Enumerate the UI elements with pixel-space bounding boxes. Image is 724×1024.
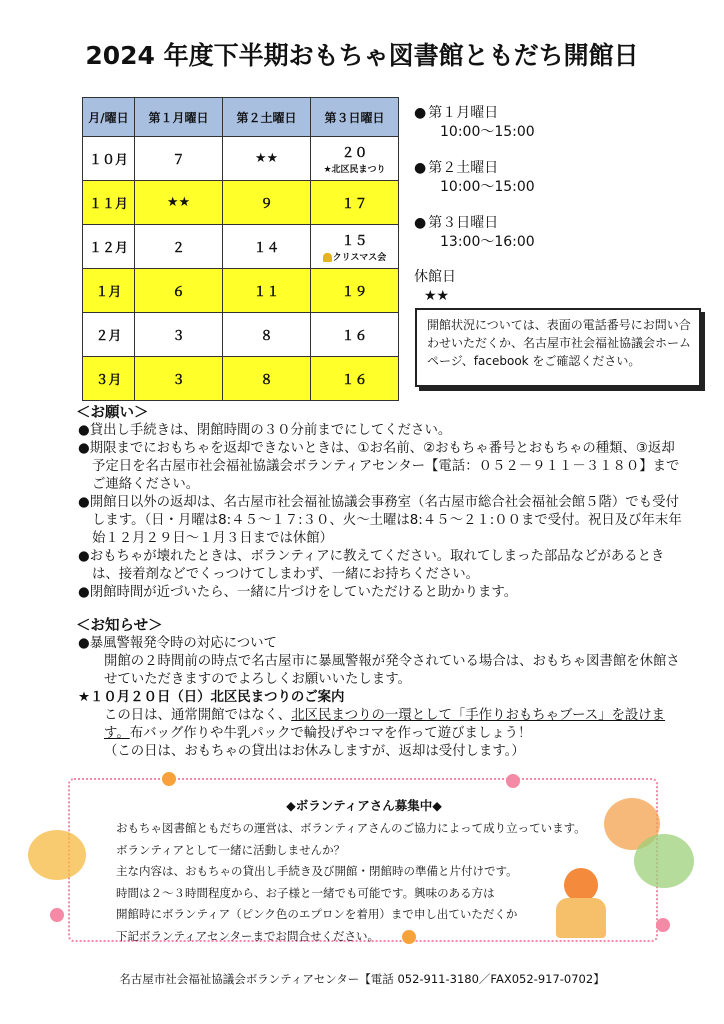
- row-month: ２月: [83, 313, 135, 357]
- volunteer-line: 時間は２～３時間程度から、お子様と一緒でも可能です。興味のある方は: [116, 885, 495, 900]
- hours-time: 13:00～16:00: [440, 234, 535, 250]
- header-first-monday: 第１月曜日: [135, 98, 223, 137]
- request-item: ● 期限までにおもちゃを返却できないときは、①お名前、②おもちゃ番号とおもちゃの種類、③返却予定日を名古屋市社会福祉協議会ボランティアセンター【電話：０５２－９１１－３１８０】までご連絡ください。: [78, 440, 686, 494]
- row-c3-date: ２０: [341, 146, 368, 161]
- storm-title: ● 暴風警報発令時の対応について: [78, 635, 686, 653]
- closed-stars: ★★: [424, 288, 450, 304]
- schedule-row-oct: [83, 137, 399, 181]
- flower-icon: [162, 772, 176, 786]
- notices-heading: ＜お知らせ＞: [76, 618, 163, 634]
- bell-icon: [323, 253, 332, 262]
- volunteer-text: [116, 818, 616, 947]
- closed-day: [414, 268, 456, 306]
- closed-label: 休館日: [414, 269, 456, 285]
- row-c2: １１: [223, 269, 311, 313]
- hours-item: [414, 214, 714, 252]
- row-c2: ９: [223, 181, 311, 225]
- storm-body: 開館の２時間前の時点で名古屋市に暴風警報が発令されている場合は、おもちゃ図書館を休館させていただきますのでよろしくお願いいたします。: [104, 654, 680, 687]
- header-third-sunday: 第３日曜日: [311, 98, 399, 137]
- volunteer-line: おもちゃ図書館ともだちの運営は、ボランティアさんのご協力によって成り立っています。: [116, 821, 586, 835]
- row-c1: ７: [135, 137, 223, 181]
- row-c3: １７: [311, 181, 399, 225]
- row-month: １１月: [83, 181, 135, 225]
- balloon-icon: [28, 830, 86, 880]
- event-note: （この日は、おもちゃの貸出はお休みしますが、返却は受付します。）: [104, 744, 525, 759]
- volunteer-section: [44, 768, 684, 948]
- flower-icon: [50, 908, 64, 922]
- hours-label: ● 第２土曜日: [414, 159, 714, 178]
- schedule-row-mar: [83, 357, 399, 401]
- row-c2: ★★: [223, 137, 311, 181]
- hours-label: ● 第３日曜日: [414, 214, 714, 233]
- row-c2: ８: [223, 313, 311, 357]
- row-c3: [311, 137, 399, 181]
- row-c1: ★★: [135, 181, 223, 225]
- hours-time: 10:00～15:00: [440, 179, 535, 195]
- row-month: １２月: [83, 225, 135, 269]
- request-item: ● 閉館時間が近づいたら、一緒に片づけをしていただけると助かります。: [78, 584, 686, 602]
- schedule-row-dec: [83, 225, 399, 269]
- hours-item: [414, 104, 714, 142]
- volunteer-line: 下記ボランティアセンターまでお問合せください。: [116, 928, 380, 943]
- hours-label: ● 第１月曜日: [414, 104, 714, 123]
- info-box: 開館状況については、表面の電話番号にお問い合わせいただくか、名古屋市社会福祉協議会ホームページ、facebook をご確認ください。: [415, 308, 701, 387]
- hours-item: [414, 159, 714, 197]
- volunteer-line: 開館時にボランティア（ピンク色のエプロンを着用）まで申し出ていただくか: [116, 907, 518, 921]
- header-month: 月/曜日: [83, 98, 135, 137]
- hours-time: 10:00～15:00: [440, 124, 535, 140]
- flower-icon: [506, 774, 520, 788]
- flower-icon: [656, 918, 670, 932]
- schedule-row-nov: [83, 181, 399, 225]
- row-c1: ３: [135, 313, 223, 357]
- volunteer-line: ボランティアとして一緒に活動しませんか？: [116, 842, 346, 857]
- row-c1: ２: [135, 225, 223, 269]
- kitaku-festival-note: ★北区民まつり: [323, 165, 386, 175]
- schedule-row-feb: [83, 313, 399, 357]
- event-booth-text: 北区民まつりの一環として「手作りおもちゃブース」を設けます。: [104, 708, 666, 741]
- request-item: ● 開館日以外の返却は、名古屋市社会福祉協議会事務室（名古屋市総合社会福祉会館５階）でも受付します。（日・月曜は8:４５～１７:３０、火～土曜は8:４５～２１:００まで受付。祝日及び年末年始１２月２９日～１月３日までは休館）: [78, 494, 686, 548]
- request-item: ● おもちゃが壊れたときは、ボランティアに教えてください。取れてしまった部品などがあるときは、接着剤などでくっつけてしまわず、一緒にお持ちください。: [78, 548, 686, 584]
- event-body: この日は、通常開館ではなく、北区民まつりの一環として「手作りおもちゃブース」を設けます。布バッグ作りや牛乳パックで輪投げやコマを作って遊びましょう！: [104, 708, 666, 741]
- requests-list: [78, 422, 686, 602]
- row-c2: ８: [223, 357, 311, 401]
- schedule-header-row: [83, 98, 399, 137]
- event-title: ★１０月２０日（日）北区民まつりのご案内: [78, 690, 345, 705]
- row-c3: １６: [311, 313, 399, 357]
- row-c3-date: １５: [341, 234, 368, 249]
- christmas-note: クリスマス会: [332, 253, 387, 263]
- schedule-row-jan: [83, 269, 399, 313]
- header-second-saturday: 第２土曜日: [223, 98, 311, 137]
- requests-heading: ＜お願い＞: [76, 405, 149, 421]
- row-c2: １４: [223, 225, 311, 269]
- request-item: ● 貸出し手続きは、閉館時間の３０分前までにしてください。: [78, 422, 686, 440]
- notices-body: [78, 635, 686, 761]
- row-c3: １９: [311, 269, 399, 313]
- row-month: ３月: [83, 357, 135, 401]
- balloon-icon: [634, 834, 694, 888]
- footer-contact: 名古屋市社会福祉協議会ボランティアセンター【電話 052-911-3180／FAX052-917-0702】: [119, 972, 605, 986]
- row-c1: ６: [135, 269, 223, 313]
- schedule-table: [82, 97, 399, 401]
- page-title: 2024 年度下半期おもちゃ図書館ともだち開館日: [85, 41, 639, 70]
- row-month: １０月: [83, 137, 135, 181]
- row-c3: １６: [311, 357, 399, 401]
- volunteer-line: 主な内容は、おもちゃの貸出し手続き及び開館・閉館時の準備と片付けです。: [116, 864, 518, 878]
- row-c3: [311, 225, 399, 269]
- opening-hours: [414, 104, 714, 269]
- row-month: １月: [83, 269, 135, 313]
- volunteer-title: ◆ボランティアさん募集中◆: [286, 798, 442, 813]
- row-c1: ３: [135, 357, 223, 401]
